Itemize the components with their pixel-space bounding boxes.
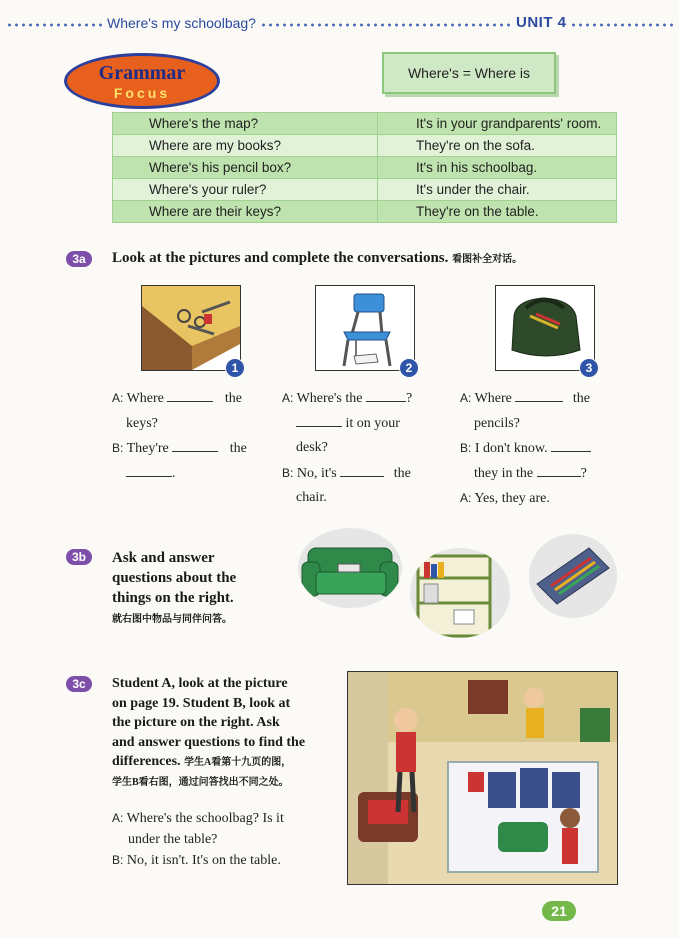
table-row: [113, 201, 617, 223]
section-3c-label: 3c: [66, 676, 92, 692]
conversation-3c: [112, 808, 342, 871]
conversation-1: [112, 386, 272, 486]
picture-number-3: 3: [579, 358, 599, 378]
answer-cell: It's under the chair.: [378, 179, 617, 201]
question-cell: Where are their keys?: [113, 201, 378, 223]
dialog-text: the: [229, 441, 247, 456]
instruction-line: differences.: [112, 754, 181, 769]
dialog-text: No, it's: [296, 465, 337, 481]
speaker-label: B:: [282, 465, 294, 480]
dialog-text: Yes, they are.: [474, 491, 550, 506]
sofa-illustration: [298, 528, 402, 608]
dialog-text: Where's the schoolbag? Is it: [126, 811, 284, 826]
dialog-text: the: [572, 391, 591, 406]
dialog-text: .: [172, 465, 176, 481]
dialog-text: ?: [580, 465, 587, 481]
dialog-text: pencils?: [474, 415, 520, 431]
question-cell: Where are my books?: [113, 135, 378, 157]
page-number: 21: [542, 901, 576, 921]
section-3a-instruction: [112, 250, 522, 267]
section-3a-label: 3a: [66, 251, 92, 267]
conversation-3: [460, 386, 630, 512]
dialog-text: it on your: [345, 415, 400, 431]
instruction-line: Student A, look at the picture: [112, 676, 288, 691]
badge-focus-text: Focus: [113, 85, 171, 101]
header-dots-middle: [260, 23, 512, 27]
question-cell: Where's your ruler?: [113, 179, 378, 201]
section-3c-instruction: [112, 674, 305, 792]
picture-pencil-box-circle: [529, 534, 617, 618]
table-row: [113, 113, 617, 135]
keys-table-illustration: [142, 286, 240, 370]
answer-cell: They're on the table.: [378, 201, 617, 223]
instruction-line: Ask and answer: [112, 550, 215, 566]
dialog-text: desk?: [296, 440, 328, 455]
instruction-line: the picture on the right. Ask: [112, 715, 280, 730]
grammar-table: [112, 112, 617, 223]
picture-room-scene: [347, 671, 618, 885]
badge-grammar-text: Grammar: [98, 62, 186, 84]
dialog-text: keys?: [126, 415, 158, 431]
grammar-rule-box: Where's = Where is: [382, 52, 556, 94]
pencil-box-illustration: [529, 534, 617, 618]
question-cell: Where's the map?: [113, 113, 378, 135]
header-title: Where's my schoolbag?: [107, 15, 256, 31]
dialog-text: under the table?: [128, 832, 218, 847]
grammar-focus-badge: [64, 53, 220, 109]
speaker-label: A:: [112, 391, 124, 405]
answer-blank[interactable]: [172, 438, 218, 452]
picture-number-1: 1: [225, 358, 245, 378]
answer-blank[interactable]: [515, 388, 563, 402]
dialog-text: They're: [126, 441, 169, 456]
chair-illustration: [316, 286, 414, 370]
picture-number-2: 2: [399, 358, 419, 378]
dialog-text: No, it isn't. It's on the table.: [126, 853, 281, 868]
instruction-line: and answer questions to find the: [112, 734, 306, 750]
question-cell: Where's his pencil box?: [113, 157, 378, 179]
dialog-text: the: [224, 391, 243, 406]
conversation-2: [282, 386, 452, 511]
answer-cell: It's in his schoolbag.: [378, 157, 617, 179]
instruction-line: questions about the: [112, 570, 237, 586]
answer-blank[interactable]: [551, 438, 591, 452]
answer-blank[interactable]: [126, 463, 172, 477]
bookcase-illustration: [410, 548, 510, 638]
dialog-text: the: [393, 465, 411, 481]
speaker-label: B:: [112, 441, 124, 455]
picture-sofa-circle: [298, 528, 402, 608]
instruction-zh: 学生A看第十九页的图，: [184, 757, 292, 768]
table-row: [113, 179, 617, 201]
header-unit: UNIT 4: [516, 14, 567, 31]
answer-blank[interactable]: [296, 413, 342, 427]
dialog-text: Where: [474, 391, 512, 406]
speaker-label: A:: [112, 811, 124, 825]
speaker-label: A:: [460, 491, 472, 505]
dialog-text: chair.: [296, 490, 327, 505]
table-row: [113, 157, 617, 179]
dialog-text: I don't know.: [474, 441, 548, 456]
answer-blank[interactable]: [537, 463, 581, 477]
dialog-text: Where: [126, 391, 164, 406]
speaker-label: B:: [460, 441, 472, 455]
speaker-label: A:: [460, 391, 472, 405]
speaker-label: B:: [112, 853, 124, 867]
dialog-text: Where's the: [296, 391, 363, 406]
picture-bookcase-circle: [410, 548, 510, 638]
dialog-text: ?: [405, 391, 413, 406]
answer-blank[interactable]: [366, 388, 406, 402]
section-3b-label: 3b: [66, 549, 92, 565]
instruction-line: on page 19. Student B, look at: [112, 695, 291, 711]
instruction-zh: 学生B看右图，通过问答找出不同之处。: [112, 776, 289, 788]
instruction-zh: 就右图中物品与同伴问答。: [112, 614, 232, 625]
table-row: [113, 135, 617, 157]
answer-cell: It's in your grandparents' room.: [378, 113, 617, 135]
room-scene-illustration: [348, 672, 617, 884]
instruction-text: Look at the pictures and complete the conversations.: [112, 250, 449, 266]
picture-chair: [315, 285, 415, 375]
header-dots-right: [570, 23, 676, 27]
picture-schoolbag: [495, 285, 595, 375]
speaker-label: A:: [282, 391, 294, 405]
instruction-line: things on the right.: [112, 590, 234, 606]
schoolbag-illustration: [496, 286, 594, 370]
instruction-zh: 看图补全对话。: [452, 254, 523, 265]
section-3b-instruction: [112, 548, 236, 630]
header-dots-left: [6, 23, 102, 27]
answer-blank[interactable]: [167, 388, 213, 402]
dialog-text: they in the: [474, 465, 534, 481]
answer-cell: They're on the sofa.: [378, 135, 617, 157]
answer-blank[interactable]: [340, 463, 384, 477]
picture-keys-on-table: [141, 285, 241, 375]
